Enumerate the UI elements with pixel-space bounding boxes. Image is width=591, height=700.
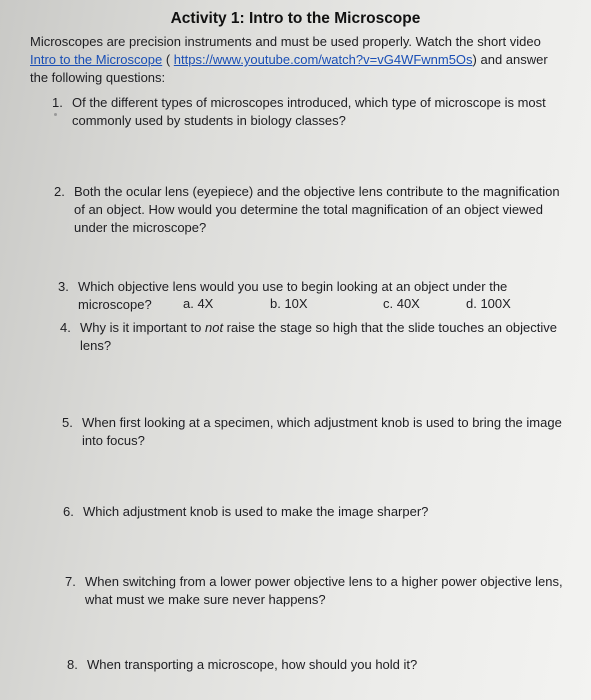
question-text-line: When first looking at a specimen, which adjustment knob is used to bring the image [82, 415, 562, 430]
question-number: 3. [58, 279, 69, 294]
question-text-line: under the microscope? [74, 220, 207, 235]
question-number: 4. [60, 320, 71, 335]
question-text-fragment: raise the stage so high that the slide touches an objective [223, 320, 557, 335]
intro-line-3: the following questions: [30, 70, 166, 85]
question-text-line: Which objective lens would you use to begin looking at an object under the [78, 279, 508, 294]
video-url-link[interactable]: https://www.youtube.com/watch?v=vG4WFwnm5Os [173, 52, 473, 67]
question-text-line: of an object. How would you determine the total magnification of an object viewed [74, 202, 543, 217]
answer-option-a[interactable]: a. 4X [183, 296, 214, 311]
question-text-line: microscope? [78, 297, 152, 312]
question-text-fragment: Why is it important to [80, 320, 205, 335]
question-text-line: into focus? [82, 433, 145, 448]
answer-option-b[interactable]: b. 10X [270, 296, 308, 311]
page-title: Activity 1: Intro to the Microscope [170, 10, 421, 27]
intro-paren: ( [162, 52, 174, 67]
question-text-line [80, 319, 557, 337]
intro-paragraph [30, 33, 570, 87]
question-text-line: what must we make sure never happens? [85, 592, 326, 607]
question-number: 2. [54, 184, 65, 199]
question-number: 6. [63, 504, 74, 519]
answer-option-d[interactable]: d. 100X [466, 296, 511, 311]
question-text-line: Of the different types of microscopes introduced, which type of microscope is most [72, 95, 546, 110]
intro-line-2 [30, 51, 570, 69]
bullet-dot-icon [54, 113, 57, 116]
question-emphasis: not [204, 320, 224, 335]
intro-video-link[interactable]: Intro to the Microscope [30, 52, 163, 67]
question-number: 7. [65, 574, 76, 589]
question-text-line: commonly used by students in biology classes? [72, 113, 346, 128]
question-text-line: lens? [80, 338, 112, 353]
question-text-line: When switching from a lower power objective lens to a higher power objective lens, [85, 574, 563, 589]
intro-line-1: Microscopes are precision instruments and must be used properly. Watch the short video [30, 34, 541, 49]
question-number: 1. [52, 95, 63, 110]
question-text-line: When transporting a microscope, how should you hold it? [87, 657, 418, 672]
question-text-line: Both the ocular lens (eyepiece) and the objective lens contribute to the magnification [74, 184, 560, 199]
answer-option-c[interactable]: c. 40X [383, 296, 420, 311]
intro-after-url: ) and answer [472, 52, 548, 67]
question-text-line: Which adjustment knob is used to make the image sharper? [83, 504, 429, 519]
question-number: 8. [67, 657, 78, 672]
question-number: 5. [62, 415, 73, 430]
